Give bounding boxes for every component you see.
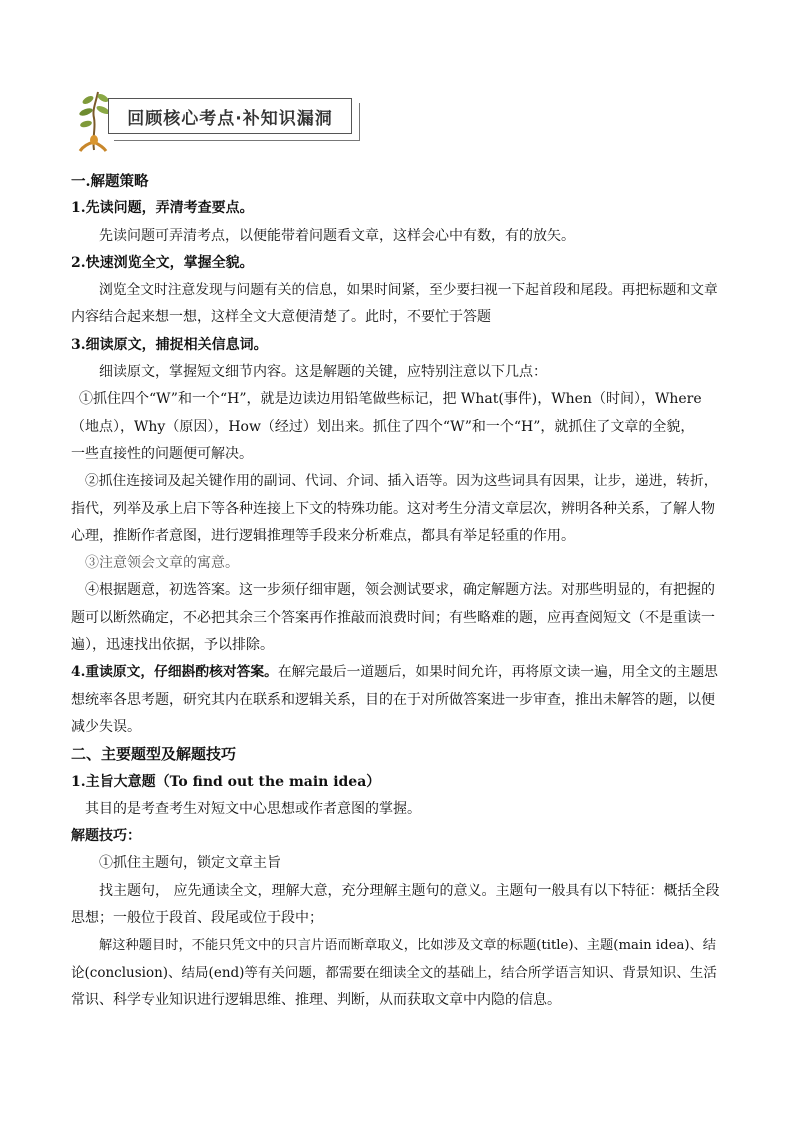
- step4-body-line1: 在解完最后一道题后，如果时间允许，再将原文读一遍，用全文的主题思: [277, 664, 718, 681]
- step4-body-line3: 减少失误。: [71, 718, 141, 735]
- tips-label: 解题技巧：: [71, 828, 141, 845]
- step3-point4-line3: 遍），迅速找出依据，予以排除。: [71, 637, 274, 654]
- main-content: [71, 168, 727, 1014]
- step3-title: 3.细读原文，捕捉相关信息词。: [71, 336, 268, 353]
- step3-point4-line1: ④根据题意，初选答案。这一步须仔细审题，领会测试要求，确定解题方法。对那些明显的，有把握的: [85, 582, 715, 599]
- step3-point1-line1: ①抓住四个“W”和一个“H”，就是边读边用铅笔做些标记，把 What(事件)，When（时间），Where: [79, 391, 702, 408]
- tip2-line1: 解这种题目时，不能只凭文中的只言片语而断章取义，比如涉及文章的标题(title)、主题(main idea)、结: [99, 938, 717, 954]
- section2-heading: 二、主要题型及解题技巧: [71, 745, 237, 764]
- section1-heading: 一.解题策略: [71, 173, 149, 190]
- step3-point2-line2: 指代，列举及承上启下等各种连接上下文的特殊功能。这对考生分清文章层次，辨明各种关系，了解人物: [71, 500, 715, 517]
- step2-title: 2.快速浏览全文，掌握全貌。: [71, 254, 254, 271]
- item1-title: 1.主旨大意题（To find out the main idea）: [71, 773, 381, 790]
- step4-line1: [71, 659, 727, 686]
- step4-title: 4.重读原文，仔细斟酌核对答案。: [71, 664, 278, 681]
- tip2-line2: 论(conclusion)、结局(end)等有关问题，都需要在细读全文的基础上，结合所学语言知识、背景知识、生活: [71, 964, 717, 981]
- step3-point3: ③注意领会文章的寓意。: [85, 555, 239, 572]
- step1-body: 先读问题可弄清考点，以便能带着问题看文章，这样会心中有数，有的放矢。: [99, 227, 575, 244]
- step3-point4-line2: 题可以断然确定，不必把其余三个答案再作推敲而浪费时间；有些略难的题，应再查阅短文（不是重读一: [71, 609, 715, 626]
- step3-intro: 细读原文，掌握短文细节内容。这是解题的关键，应特别注意以下几点：: [99, 364, 547, 381]
- step1-title: 1.先读问题，弄清考查要点。: [71, 200, 254, 217]
- item1-description: 其目的是考查考生对短文中心思想或作者意图的掌握。: [85, 800, 421, 817]
- step3-point1-line2: （地点），Why（原因），How（经过）划出来。抓住了四个“W”和一个“H”，就抓住了文章的全貌，: [71, 418, 695, 435]
- tip1-line1: 找主题句， 应先通读全文，理解大意，充分理解主题句的意义。主题句一般具有以下特征：概括全段: [99, 882, 720, 899]
- banner-title: 回顾核心考点·补知识漏洞: [127, 108, 333, 129]
- step2-body-line2: 内容结合起来想一想，这样全文大意便清楚了。此时，不要忙于答题: [71, 309, 491, 326]
- step3-point1-line3: 一些直接性的问题便可解决。: [71, 445, 253, 462]
- step2-body-line1: 浏览全文时注意发现与问题有关的信息，如果时间紧，至少要扫视一下起首段和尾段。再把标题和文章: [99, 282, 718, 299]
- step4-body-line2: 想统率各思考题，研究其内在联系和逻辑关系，目的在于对所做答案进一步审查，推出未解答的题，以便: [71, 691, 715, 708]
- section-banner: [72, 88, 372, 152]
- tip2-line3: 常识、科学专业知识进行逻辑思维、推理、判断，从而获取文章中内隐的信息。: [71, 991, 561, 1008]
- step3-point2-line3: 心理，推断作者意图，进行逻辑推理等手段来分析难点，都具有举足轻重的作用。: [71, 527, 575, 544]
- tip1-line2: 思想；一般位于段首、段尾或位于段中；: [71, 910, 323, 927]
- banner-box: [108, 98, 352, 134]
- tip1-heading: ①抓住主题句，锁定文章主旨: [99, 855, 281, 872]
- step3-point2-line1: ②抓住连接词及起关键作用的副词、代词、介词、插入语等。因为这些词具有因果，让步，递进，转折，: [85, 473, 718, 490]
